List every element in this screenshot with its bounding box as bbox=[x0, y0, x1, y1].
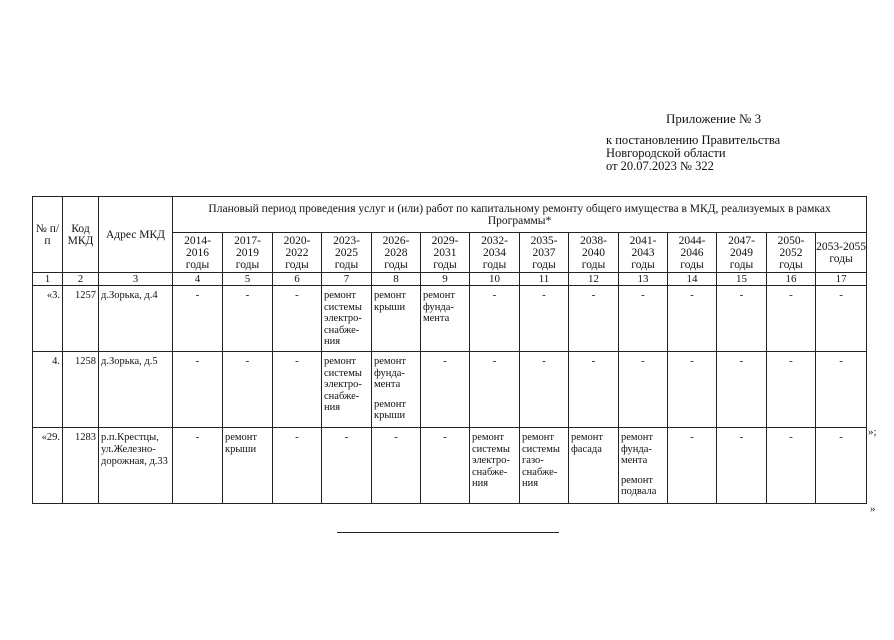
dash-mark: - bbox=[542, 289, 546, 301]
row-code: 1258 bbox=[63, 352, 99, 428]
dash-mark: - bbox=[690, 289, 694, 301]
dash-mark: - bbox=[195, 355, 200, 367]
table-row bbox=[33, 286, 867, 352]
empty-cell bbox=[173, 352, 223, 428]
heading-line-3: от 20.07.2023 № 322 bbox=[606, 159, 714, 173]
dash-mark: - bbox=[839, 355, 843, 367]
dash-mark: - bbox=[789, 431, 793, 443]
table-row bbox=[33, 428, 867, 504]
empty-cell bbox=[668, 286, 717, 352]
empty-cell bbox=[273, 428, 322, 504]
empty-cell bbox=[569, 286, 619, 352]
work-cell bbox=[470, 428, 520, 504]
empty-cell bbox=[717, 286, 767, 352]
column-number: 10 bbox=[470, 273, 520, 286]
heading-line-1: к постановлению Правительства bbox=[606, 133, 781, 147]
appendix-title: Приложение № 3 bbox=[666, 111, 762, 126]
dash-mark: - bbox=[690, 431, 694, 443]
row-code: 1283 bbox=[63, 428, 99, 504]
dash-mark: - bbox=[641, 289, 645, 301]
work-item: ремонт крыши bbox=[225, 432, 258, 455]
column-number: 9 bbox=[421, 273, 470, 286]
table-body bbox=[33, 273, 867, 504]
work-cell bbox=[569, 428, 619, 504]
empty-cell bbox=[767, 286, 816, 352]
empty-cell bbox=[520, 352, 569, 428]
work-item: ремонт системы электро-снабже-ния bbox=[324, 356, 362, 413]
work-item: ремонт фунда-мента bbox=[374, 356, 407, 390]
work-item: ремонт системы электро-снабже-ния bbox=[472, 432, 510, 489]
empty-cell bbox=[470, 286, 520, 352]
column-number: 4 bbox=[173, 273, 223, 286]
period-header: 2023-2025 годы bbox=[322, 233, 372, 273]
row-address: р.п.Крестцы, ул.Железно-дорожная, д.33 bbox=[99, 428, 173, 504]
footer-rule bbox=[337, 532, 559, 533]
column-number: 7 bbox=[322, 273, 372, 286]
work-item: ремонт крыши bbox=[374, 398, 407, 421]
row-number: «3. bbox=[33, 286, 63, 352]
row-address: д.Зорька, д.5 bbox=[99, 352, 173, 428]
dash-mark: - bbox=[245, 355, 250, 367]
dash-mark: - bbox=[492, 289, 497, 301]
dash-mark: - bbox=[245, 289, 250, 301]
empty-cell bbox=[372, 428, 421, 504]
repair-schedule-table bbox=[32, 196, 867, 504]
work-cell bbox=[322, 352, 372, 428]
column-number: 1 bbox=[33, 273, 63, 286]
header-address: Адрес МКД bbox=[99, 197, 173, 273]
row-number: 4. bbox=[33, 352, 63, 428]
empty-cell bbox=[619, 286, 668, 352]
empty-cell bbox=[668, 428, 717, 504]
work-item: ремонт системы электро-снабже-ния bbox=[324, 290, 362, 347]
column-number: 2 bbox=[63, 273, 99, 286]
dash-mark: - bbox=[839, 289, 843, 301]
empty-cell bbox=[470, 352, 520, 428]
empty-cell bbox=[816, 428, 867, 504]
closing-quote: » bbox=[870, 503, 876, 515]
work-cell bbox=[372, 286, 421, 352]
work-item: ремонт подвала bbox=[621, 474, 657, 497]
dash-mark: - bbox=[739, 431, 744, 443]
header-period-title: Плановый период проведения услуг и (или) работ по капитальному ремонту общего имущества в МКД, реализуемых в рамках Программы* bbox=[173, 197, 867, 233]
dash-mark: - bbox=[789, 289, 793, 301]
column-number: 8 bbox=[372, 273, 421, 286]
work-item: ремонт крыши bbox=[374, 290, 407, 313]
period-header: 2050-2052 годы bbox=[767, 233, 816, 273]
dash-mark: - bbox=[789, 355, 793, 367]
work-cell bbox=[372, 352, 421, 428]
dash-mark: - bbox=[295, 431, 299, 443]
period-header: 2041-2043 годы bbox=[619, 233, 668, 273]
work-item: ремонт фунда-мента bbox=[423, 290, 456, 324]
empty-cell bbox=[223, 352, 273, 428]
dash-mark: - bbox=[295, 355, 299, 367]
column-number: 13 bbox=[619, 273, 668, 286]
column-number: 11 bbox=[520, 273, 569, 286]
row-number: «29. bbox=[33, 428, 63, 504]
column-number: 17 bbox=[816, 273, 867, 286]
dash-mark: - bbox=[492, 355, 497, 367]
period-header: 2047-2049 годы bbox=[717, 233, 767, 273]
empty-cell bbox=[717, 428, 767, 504]
dash-mark: - bbox=[344, 431, 349, 443]
period-header: 2014-2016 годы bbox=[173, 233, 223, 273]
dash-mark: - bbox=[394, 431, 398, 443]
dash-mark: - bbox=[195, 289, 200, 301]
period-header: 2053-2055 годы bbox=[816, 233, 867, 273]
empty-cell bbox=[223, 286, 273, 352]
column-number: 3 bbox=[99, 273, 173, 286]
heading-line-2: Новгородской области bbox=[606, 146, 726, 160]
work-cell bbox=[421, 286, 470, 352]
work-cell bbox=[520, 428, 569, 504]
dash-mark: - bbox=[591, 355, 596, 367]
empty-cell bbox=[520, 286, 569, 352]
dash-mark: - bbox=[739, 355, 744, 367]
dash-mark: - bbox=[591, 289, 596, 301]
header-num: № п/п bbox=[33, 197, 63, 273]
work-cell bbox=[322, 286, 372, 352]
period-header: 2035-2037 годы bbox=[520, 233, 569, 273]
empty-cell bbox=[767, 428, 816, 504]
row-code: 1257 bbox=[63, 286, 99, 352]
empty-cell bbox=[816, 352, 867, 428]
dash-mark: - bbox=[542, 355, 546, 367]
period-header: 2044-2046 годы bbox=[668, 233, 717, 273]
empty-cell bbox=[273, 286, 322, 352]
dash-mark: - bbox=[443, 355, 447, 367]
period-header: 2032-2034 годы bbox=[470, 233, 520, 273]
empty-cell bbox=[421, 428, 470, 504]
column-number: 14 bbox=[668, 273, 717, 286]
column-number: 15 bbox=[717, 273, 767, 286]
column-number-row bbox=[33, 273, 867, 286]
column-number: 16 bbox=[767, 273, 816, 286]
empty-cell bbox=[273, 352, 322, 428]
document-heading bbox=[606, 112, 876, 173]
empty-cell bbox=[717, 352, 767, 428]
empty-cell bbox=[322, 428, 372, 504]
column-number: 6 bbox=[273, 273, 322, 286]
table-row bbox=[33, 352, 867, 428]
work-cell bbox=[223, 428, 273, 504]
row-address: д.Зорька, д.4 bbox=[99, 286, 173, 352]
period-header: 2020-2022 годы bbox=[273, 233, 322, 273]
empty-cell bbox=[421, 352, 470, 428]
period-header: 2038-2040 годы bbox=[569, 233, 619, 273]
column-number: 12 bbox=[569, 273, 619, 286]
dash-mark: - bbox=[443, 431, 447, 443]
empty-cell bbox=[619, 352, 668, 428]
period-header: 2029-2031 годы bbox=[421, 233, 470, 273]
header-code: Код МКД bbox=[63, 197, 99, 273]
dash-mark: - bbox=[295, 289, 299, 301]
work-item: ремонт фунда-мента bbox=[621, 432, 654, 466]
empty-cell bbox=[173, 428, 223, 504]
dash-mark: - bbox=[690, 355, 694, 367]
empty-cell bbox=[668, 352, 717, 428]
closing-quote-semicolon: »; bbox=[868, 426, 877, 438]
empty-cell bbox=[569, 352, 619, 428]
empty-cell bbox=[767, 352, 816, 428]
table-header bbox=[33, 197, 867, 273]
period-header: 2017-2019 годы bbox=[223, 233, 273, 273]
period-header: 2026-2028 годы bbox=[372, 233, 421, 273]
dash-mark: - bbox=[739, 289, 744, 301]
dash-mark: - bbox=[641, 355, 645, 367]
work-item: ремонт фасада bbox=[571, 432, 604, 455]
work-cell bbox=[619, 428, 668, 504]
empty-cell bbox=[816, 286, 867, 352]
work-item: ремонт системы газо-снабже-ния bbox=[522, 432, 560, 489]
dash-mark: - bbox=[839, 431, 843, 443]
dash-mark: - bbox=[195, 431, 200, 443]
column-number: 5 bbox=[223, 273, 273, 286]
empty-cell bbox=[173, 286, 223, 352]
